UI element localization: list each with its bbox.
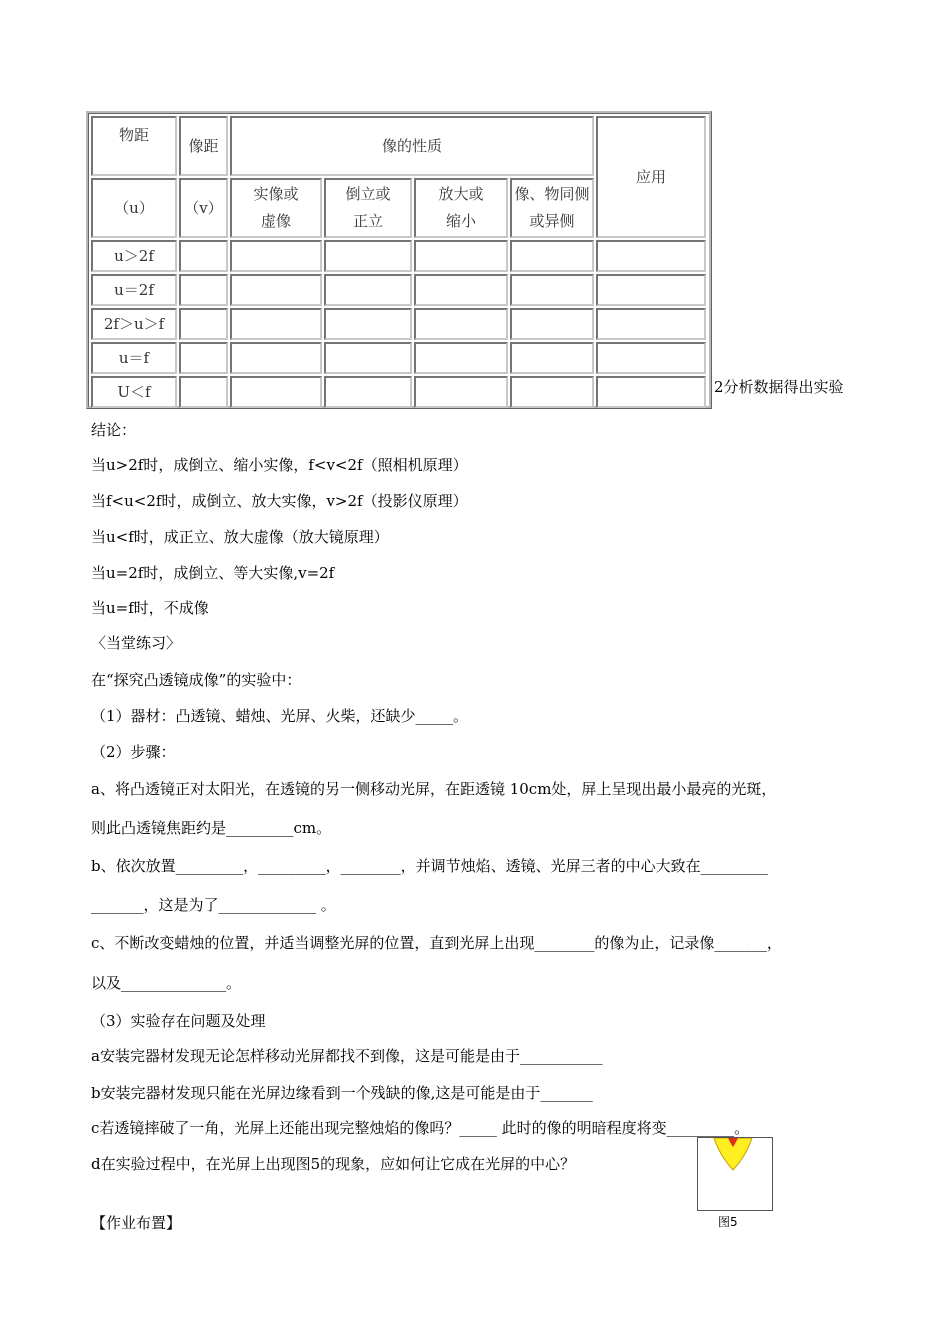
header-same-or-opposite-side: 像、物同侧 或异侧 — [510, 178, 594, 238]
step-b-continued: _______，这是为了_____________ 。 — [91, 896, 336, 914]
conclusion-line: 当u>2f时，成倒立、缩小实像，f<v<2f（照相机原理） — [91, 456, 468, 474]
step-c: c、不断改变蜡烛的位置，并适当调整光屏的位置，直到光屏上出现________的像为止，记录像_______， — [91, 934, 782, 952]
table-empty-cell — [230, 274, 322, 306]
header-inverted-or-upright: 倒立或 正立 — [324, 178, 412, 238]
table-empty-cell — [414, 376, 508, 408]
table-empty-cell — [596, 274, 706, 306]
table-empty-cell — [179, 376, 228, 408]
table-empty-cell — [324, 274, 412, 306]
table-empty-cell — [324, 376, 412, 408]
practice-intro: 在“探究凸透镜成像”的实验中： — [91, 671, 302, 689]
table-empty-cell — [179, 240, 228, 272]
header-real-or-virtual: 实像或 虚像 — [230, 178, 322, 238]
table-empty-cell — [510, 240, 594, 272]
table-empty-cell — [596, 240, 706, 272]
table-empty-cell — [230, 376, 322, 408]
homework-heading: 【作业布置】 — [91, 1214, 182, 1232]
step-c-continued: 以及______________。 — [91, 974, 242, 992]
question-1: （1）器材：凸透镜、蜡烛、光屏、火柴，还缺少_____。 — [91, 707, 469, 725]
conclusion-heading: 结论： — [91, 421, 137, 439]
conclusion-line: 当u=f时，不成像 — [91, 599, 209, 617]
table-empty-cell — [179, 308, 228, 340]
table-empty-cell — [324, 308, 412, 340]
conclusion-line: 当f<u<2f时，成倒立、放大实像，v>2f（投影仪原理） — [91, 492, 468, 510]
question-3-c: c若透镜摔破了一角，光屏上还能出现完整烛焰的像吗？_____ 此时的像的明暗程度将变_________。 — [91, 1119, 750, 1137]
table-empty-cell — [324, 240, 412, 272]
header-application: 应用 — [596, 116, 706, 238]
table-empty-cell — [510, 376, 594, 408]
conclusion-line: 当u<f时，成正立、放大虚像（放大镜原理） — [91, 528, 389, 546]
table-empty-cell — [596, 376, 706, 408]
row-condition-label: u＞2f — [91, 240, 177, 272]
practice-heading: 〈当堂练习〉 — [91, 634, 182, 652]
row-condition-label: u＝2f — [91, 274, 177, 306]
step-b: b、依次放置_________，_________，________，并调节烛焰、透镜、光屏三者的中心大致在_________ — [91, 857, 769, 875]
header-enlarged-or-reduced: 放大或 缩小 — [414, 178, 508, 238]
header-image-nature: 像的性质 — [230, 116, 594, 176]
row-condition-label: 2f＞u＞f — [91, 308, 177, 340]
header-u-symbol: （u） — [91, 178, 177, 238]
table-empty-cell — [414, 240, 508, 272]
figure-5-caption: 图5 — [718, 1215, 738, 1229]
question-2-heading: （2）步骤： — [91, 743, 176, 761]
row-condition-label: u＝f — [91, 342, 177, 374]
table-empty-cell — [414, 274, 508, 306]
header-image-distance: 像距 — [179, 116, 228, 176]
flame-image — [698, 1138, 772, 1210]
table-empty-cell — [324, 342, 412, 374]
table-empty-cell — [596, 308, 706, 340]
conclusion-line: 当u=2f时，成倒立、等大实像,v=2f — [91, 564, 335, 582]
question-3-b: b安装完器材发现只能在光屏边缘看到一个残缺的像,这是可能是由于_______ — [91, 1084, 593, 1102]
step-a-continued: 则此凸透镜焦距约是_________cm。 — [91, 819, 332, 837]
table-empty-cell — [230, 308, 322, 340]
question-3-a: a安装完器材发现无论怎样移动光屏都找不到像，这是可能是由于___________ — [91, 1047, 603, 1065]
table-empty-cell — [510, 308, 594, 340]
table-empty-cell — [510, 274, 594, 306]
figure-5-screen — [697, 1137, 773, 1211]
question-3-heading: （3）实验存在问题及处理 — [91, 1012, 266, 1030]
table-empty-cell — [230, 240, 322, 272]
header-v-symbol: （v） — [179, 178, 228, 238]
table-empty-cell — [230, 342, 322, 374]
table-empty-cell — [179, 342, 228, 374]
header-object-distance: 物距 — [91, 116, 177, 176]
table-empty-cell — [414, 308, 508, 340]
table-empty-cell — [414, 342, 508, 374]
step-a: a、将凸透镜正对太阳光，在透镜的另一侧移动光屏，在距透镜 10cm处，屏上呈现出最小最亮的光斑， — [91, 780, 777, 798]
table-empty-cell — [510, 342, 594, 374]
table-empty-cell — [179, 274, 228, 306]
question-3-d: d在实验过程中，在光屏上出现图5的现象，应如何让它成在光屏的中心？ — [91, 1155, 576, 1173]
table-empty-cell — [596, 342, 706, 374]
side-note: 2分析数据得出实验 — [714, 378, 844, 396]
row-condition-label: U＜f — [91, 376, 177, 408]
